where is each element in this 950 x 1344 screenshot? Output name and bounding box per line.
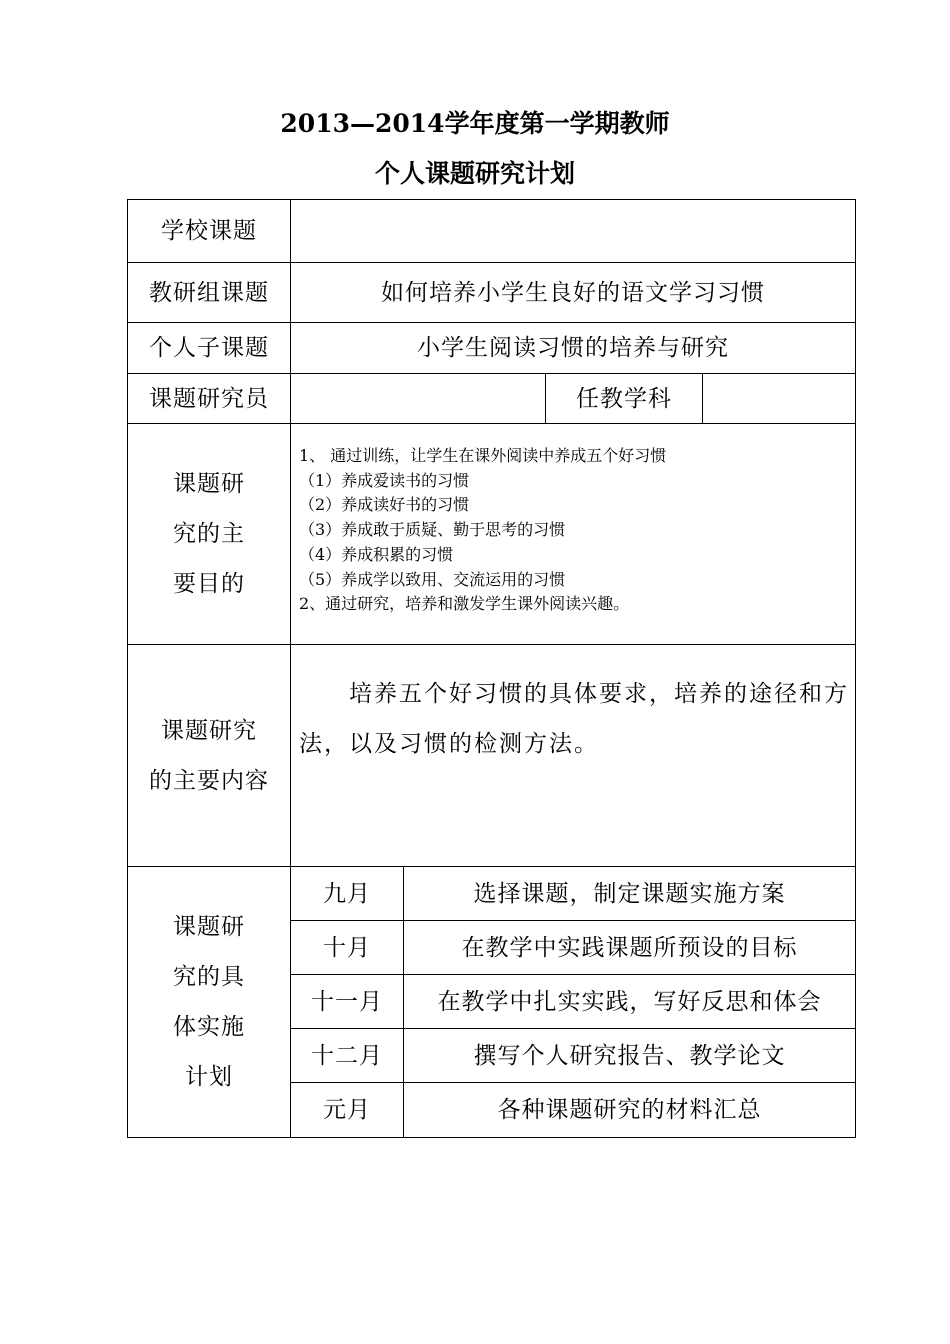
goal-item: （2）养成读好书的习惯 (299, 495, 470, 515)
content-label-line: 课题研究 (161, 717, 257, 744)
plan-label-line: 计划 (185, 1064, 233, 1090)
content-label-line: 的主要内容 (149, 767, 269, 794)
goal-item: 2、通过研究，培养和激发学生课外阅读兴趣。 (299, 594, 630, 614)
school-topic-label: 学校课题 (128, 200, 291, 263)
goal-item: （4）养成积累的习惯 (299, 544, 454, 564)
plan-label-line: 体实施 (173, 1014, 245, 1040)
personal-topic-label: 个人子课题 (128, 323, 291, 374)
goal-item: （1）养成爱读书的习惯 (299, 470, 470, 490)
plan-label (128, 867, 291, 1138)
document-subtitle: 个人课题研究计划 (374, 159, 575, 188)
content-paragraph: 培养五个好习惯的具体要求，培养的途径和方法，以及习惯的检测方法。 (299, 681, 849, 757)
school-topic-value (291, 200, 856, 263)
content-text (291, 645, 856, 867)
research-plan-table (127, 199, 856, 1138)
subject-value (703, 374, 856, 424)
document-title: 2013—2014学年度第一学期教师 (280, 109, 670, 138)
goals-label (128, 424, 291, 645)
researcher-label: 课题研究员 (128, 374, 291, 424)
goals-label-line: 要目的 (173, 571, 245, 597)
plan-task: 各种课题研究的材料汇总 (404, 1083, 856, 1138)
plan-month: 元月 (291, 1083, 404, 1138)
content-label (128, 645, 291, 867)
goal-item: 1、 通过训练，让学生在课外阅读中养成五个好习惯 (299, 446, 667, 465)
plan-month: 十月 (291, 921, 404, 975)
plan-task: 选择课题，制定课题实施方案 (404, 867, 856, 921)
goals-label-line: 究的主 (173, 521, 245, 547)
goals-label-line: 课题研 (173, 471, 245, 497)
researcher-value (291, 374, 546, 424)
plan-task: 在教学中实践课题所预设的目标 (404, 921, 856, 975)
goals-list (291, 424, 856, 645)
plan-label-line: 课题研 (173, 914, 245, 940)
group-topic-value: 如何培养小学生良好的语文学习习惯 (291, 263, 856, 323)
plan-month: 十一月 (291, 975, 404, 1029)
plan-label-line: 究的具 (173, 964, 245, 990)
group-topic-label: 教研组课题 (128, 263, 291, 323)
personal-topic-value: 小学生阅读习惯的培养与研究 (291, 323, 856, 374)
plan-month: 十二月 (291, 1029, 404, 1083)
plan-month: 九月 (291, 867, 404, 921)
goal-item: （5）养成学以致用、交流运用的习惯 (299, 569, 566, 589)
goal-item: （3）养成敢于质疑、勤于思考的习惯 (299, 520, 566, 540)
subject-label: 任教学科 (546, 374, 703, 424)
plan-task: 在教学中扎实实践，写好反思和体会 (404, 975, 856, 1029)
plan-task: 撰写个人研究报告、教学论文 (404, 1029, 856, 1083)
